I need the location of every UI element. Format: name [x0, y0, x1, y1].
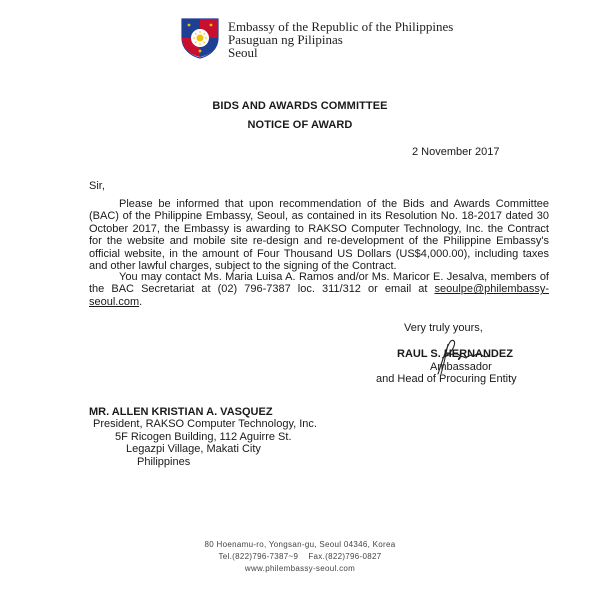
- letterhead-line-1: Embassy of the Republic of the Philippines: [228, 19, 454, 34]
- handwritten-signature-icon: [424, 336, 504, 376]
- signatory-title: Ambassador: [430, 360, 492, 373]
- recipient-position: President, RAKSO Computer Technology, Inc.: [93, 418, 317, 431]
- body-paragraph-1: [89, 198, 549, 272]
- recipient-country: Philippines: [137, 455, 191, 468]
- committee-heading: BIDS AND AWARDS COMMITTEE: [212, 100, 388, 112]
- body-paragraph-2: [89, 271, 549, 308]
- salutation: Sir,: [89, 180, 105, 192]
- valediction: Very truly yours,: [404, 322, 483, 334]
- embassy-seal-icon: [178, 16, 222, 60]
- notice-heading: NOTICE OF AWARD: [247, 119, 353, 131]
- footer-address: 80 Hoenamu-ro, Yongsan-gu, Seoul 04346, Korea: [204, 540, 396, 549]
- letter-footer: [0, 539, 600, 575]
- letter-date: 2 November 2017: [412, 146, 500, 158]
- signatory-name: RAUL S. HERNANDEZ: [397, 348, 513, 361]
- letterhead-line-3: Seoul: [228, 45, 258, 60]
- recipient-address: [89, 406, 317, 468]
- body-paragraph-2-text: You may contact Ms. Maria Luisa A. Ramos and/or Ms. Maricor E. Jesalva, members of the BAC Secretariat at (02) 796-7387 loc. 311/312 or email at: [89, 271, 549, 296]
- footer-phones: Tel.(822)796-7387~9 Fax.(822)796-0827: [218, 552, 382, 561]
- body-paragraph-1-text: Please be informed that upon recommendation of the Bids and Awards Committee (BAC) of the Philippine Embassy, Seoul, as contained in its Resolution No. 18-2017 dated 30 October 2017, the Embassy is awarding to RAKSO Computer Technology, Inc. the Contract for the website and mobile site re-design and re-development of the Philippine Embassy's official website, in the amount of Four Thousand US Dollars (US$4,000.00), including taxes and other lawful charges, subject to the signing of the Contract.: [89, 198, 549, 273]
- letterhead-line-2: Pasuguan ng Pilipinas: [228, 32, 343, 47]
- embassy-letterhead: [228, 20, 453, 59]
- signatory-role: and Head of Procuring Entity: [376, 373, 517, 386]
- body-paragraph-2-end: .: [139, 295, 143, 308]
- contact-email-link[interactable]: seoulpe@philembassy-seoul.com: [89, 283, 549, 308]
- recipient-address-line-2: Legazpi Village, Makati City: [126, 443, 261, 456]
- recipient-name: MR. ALLEN KRISTIAN A. VASQUEZ: [89, 406, 273, 418]
- recipient-address-line-1: 5F Ricogen Building, 112 Aguirre St.: [115, 430, 292, 443]
- footer-website: www.philembassy-seoul.com: [244, 564, 356, 573]
